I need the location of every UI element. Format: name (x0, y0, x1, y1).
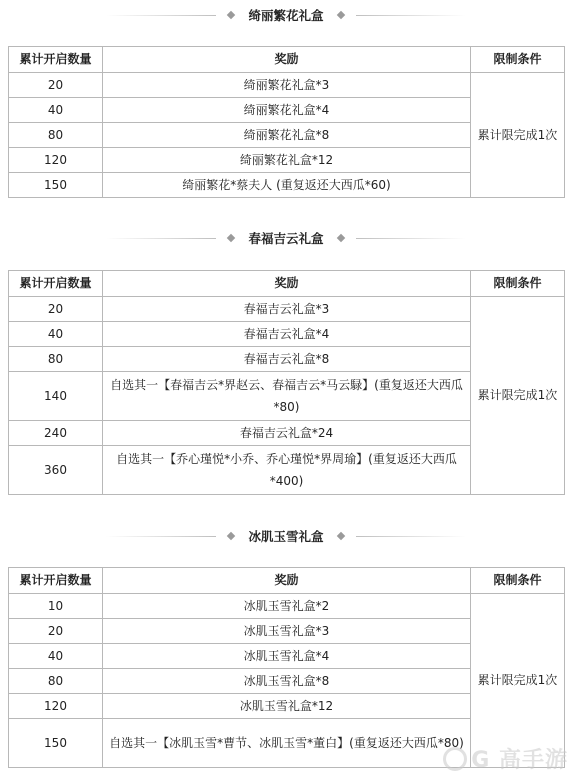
count-cell: 20 (9, 73, 103, 98)
count-cell: 80 (9, 123, 103, 148)
count-cell: 40 (9, 644, 103, 669)
reward-cell: 绮丽繁花礼盒*3 (103, 73, 471, 98)
reward-cell: 绮丽繁花礼盒*12 (103, 148, 471, 173)
reward-cell: 冰肌玉雪礼盒*2 (103, 594, 471, 619)
diamond-icon (336, 532, 344, 540)
condition-cell: 累计限完成1次 (471, 594, 565, 768)
reward-cell: 绮丽繁花*蔡夫人 (重复返还大西瓜*60) (103, 173, 471, 198)
section-title-text: 春福吉云礼盒 (248, 231, 324, 246)
section-title (0, 223, 572, 253)
title-divider-right (356, 536, 466, 537)
section-title-text: 绮丽繁花礼盒 (248, 8, 324, 23)
diamond-icon (227, 532, 235, 540)
table-row (9, 594, 565, 619)
section-lihe-3 (0, 521, 572, 551)
title-divider-left (106, 238, 216, 239)
logo-icon (443, 747, 467, 771)
diamond-icon (227, 234, 235, 242)
site-watermark (443, 743, 568, 774)
condition-cell: 累计限完成1次 (471, 73, 565, 198)
count-cell: 40 (9, 98, 103, 123)
count-cell: 10 (9, 594, 103, 619)
count-cell: 150 (9, 173, 103, 198)
section-title (0, 0, 572, 30)
count-cell: 80 (9, 669, 103, 694)
title-divider-left (106, 15, 216, 16)
reward-cell: 春福吉云礼盒*8 (103, 347, 471, 372)
header-condition: 限制条件 (471, 568, 565, 594)
header-count: 累计开启数量 (9, 271, 103, 297)
reward-table-1 (8, 46, 565, 198)
reward-cell: 绮丽繁花礼盒*8 (103, 123, 471, 148)
reward-cell: 自选其一【乔心瑾悦*小乔、乔心瑾悦*界周瑜】(重复返还大西瓜*400) (103, 446, 471, 495)
section-lihe-1 (0, 0, 572, 30)
reward-table-2 (8, 270, 565, 495)
diamond-icon (227, 11, 235, 19)
count-cell: 20 (9, 619, 103, 644)
reward-table-3 (8, 567, 565, 768)
reward-cell: 冰肌玉雪礼盒*8 (103, 669, 471, 694)
table-row (9, 73, 565, 98)
count-cell: 150 (9, 719, 103, 768)
diamond-icon (336, 11, 344, 19)
reward-cell: 春福吉云礼盒*24 (103, 421, 471, 446)
reward-cell: 春福吉云礼盒*3 (103, 297, 471, 322)
header-reward: 奖励 (103, 47, 471, 73)
watermark-text: G 高手游 (471, 748, 568, 773)
header-count: 累计开启数量 (9, 568, 103, 594)
table-row (9, 297, 565, 322)
section-title-text: 冰肌玉雪礼盒 (248, 529, 324, 544)
count-cell: 120 (9, 148, 103, 173)
condition-cell: 累计限完成1次 (471, 297, 565, 495)
header-reward: 奖励 (103, 568, 471, 594)
count-cell: 360 (9, 446, 103, 495)
table-header-row (9, 47, 565, 73)
count-cell: 20 (9, 297, 103, 322)
header-condition: 限制条件 (471, 271, 565, 297)
count-cell: 120 (9, 694, 103, 719)
header-condition: 限制条件 (471, 47, 565, 73)
title-divider-left (106, 536, 216, 537)
reward-cell: 自选其一【冰肌玉雪*曹节、冰肌玉雪*董白】(重复返还大西瓜*80) (103, 719, 471, 768)
section-lihe-2 (0, 223, 572, 253)
reward-cell: 自选其一【春福吉云*界赵云、春福吉云*马云騄】(重复返还大西瓜*80) (103, 372, 471, 421)
section-title (0, 521, 572, 551)
title-divider-right (356, 15, 466, 16)
header-count: 累计开启数量 (9, 47, 103, 73)
header-reward: 奖励 (103, 271, 471, 297)
count-cell: 140 (9, 372, 103, 421)
count-cell: 80 (9, 347, 103, 372)
reward-cell: 春福吉云礼盒*4 (103, 322, 471, 347)
reward-cell: 冰肌玉雪礼盒*12 (103, 694, 471, 719)
reward-cell: 绮丽繁花礼盒*4 (103, 98, 471, 123)
count-cell: 240 (9, 421, 103, 446)
diamond-icon (336, 234, 344, 242)
table-header-row (9, 568, 565, 594)
reward-cell: 冰肌玉雪礼盒*4 (103, 644, 471, 669)
count-cell: 40 (9, 322, 103, 347)
title-divider-right (356, 238, 466, 239)
reward-cell: 冰肌玉雪礼盒*3 (103, 619, 471, 644)
table-header-row (9, 271, 565, 297)
